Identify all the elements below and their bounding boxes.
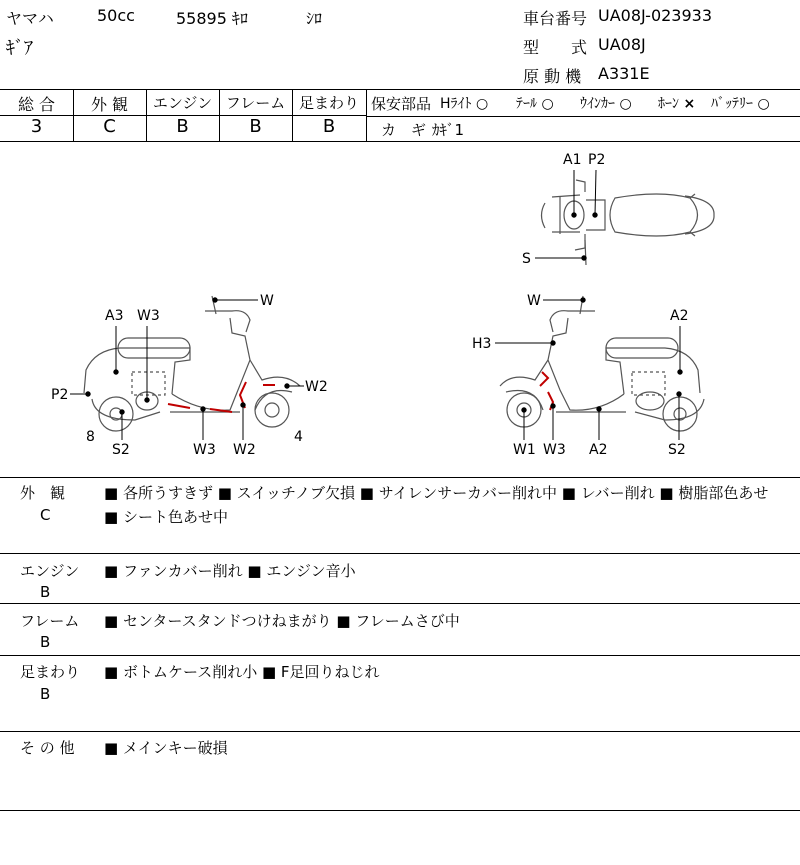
engine-grade: B (176, 116, 189, 137)
section-label-engine: エンジン (20, 562, 80, 580)
section-text-suspension: ■ ボトムケース削れ小 ■ F足回りねじれ (104, 663, 380, 681)
engine-model-value: A331E (598, 64, 650, 83)
rule (0, 655, 800, 656)
label-8: 8 (86, 429, 95, 445)
safety-part-tail (516, 93, 554, 113)
key-label: カ ギ (381, 121, 427, 139)
safety-part-label: ﾊﾞｯﾃﾘｰ (711, 96, 753, 112)
scooter-top-view (542, 180, 715, 265)
label-s: S (522, 251, 531, 267)
damage-mark (168, 404, 190, 408)
displacement: 50cc (97, 6, 135, 25)
safety-part-label: Hﾗｲﾄ (440, 96, 472, 112)
safety-part-mark: ○ (475, 96, 489, 112)
safety-part-label: ｳｲﾝｶｰ (580, 96, 615, 112)
rule (366, 89, 367, 141)
safety-part-label: ﾃｰﾙ (516, 96, 537, 112)
engine-grade-label: エンジン (152, 94, 213, 112)
label-w3: W3 (137, 308, 160, 324)
safety-part-headlight (440, 93, 488, 113)
key-value: ｶｷﾞ1 (432, 121, 465, 139)
safety-part-horn (658, 93, 695, 113)
safety-part-mark: × (683, 96, 696, 112)
label-a2: A2 (589, 442, 608, 458)
engine-model-label: 原 動 機 (523, 67, 582, 86)
label-a3: A3 (105, 308, 124, 324)
label-w3: W3 (543, 442, 566, 458)
section-grade-suspension: B (40, 685, 51, 703)
model-name: ｷﾞｱ (6, 38, 33, 59)
body-color: ｼﾛ (306, 9, 323, 28)
section-grade-exterior: C (40, 506, 51, 524)
safety-part-label: ﾎｰﾝ (658, 96, 679, 112)
exterior-grade-label: 外 観 (90, 95, 129, 114)
frame-grade-label: フレーム (225, 94, 286, 112)
label-w: W (260, 293, 274, 309)
damage-marks (168, 372, 553, 412)
rule (0, 477, 800, 478)
section-label-frame: フレーム (20, 612, 80, 630)
maker: ヤマハ (6, 9, 54, 28)
label-s2: S2 (668, 442, 686, 458)
label-p2: P2 (51, 387, 69, 403)
section-text-frame: ■ センタースタンドつけねまがり ■ フレームさび中 (104, 612, 460, 630)
safety-part-mark: ○ (757, 96, 770, 112)
safety-parts-title: 保安部品 (371, 95, 432, 113)
frame-number: UA08J-023933 (598, 6, 713, 25)
label-w3: W3 (193, 442, 216, 458)
section-text-other: ■ メインキー破損 (104, 739, 228, 757)
exterior-grade: C (103, 116, 116, 137)
section-label-exterior: 外 観 (20, 484, 66, 502)
safety-part-mark: ○ (541, 96, 554, 112)
label-a1: A1 (563, 152, 582, 168)
label-s2: S2 (112, 442, 130, 458)
section-text-exterior: ■ 各所うすきず ■ スイッチノブ欠損 ■ サイレンサーカバー削れ中 ■ レバー削れ ■ 樹脂部色あせ ■ シート色あせ中 (104, 484, 769, 526)
type-value: UA08J (598, 35, 646, 54)
overall-grade: 3 (30, 116, 43, 137)
suspension-grade-label: 足まわり (298, 94, 359, 112)
type-label: 型 式 (523, 38, 588, 57)
rule (366, 116, 800, 117)
section-grade-frame: B (40, 633, 51, 651)
mileage: 55895 ｷﾛ (176, 9, 248, 28)
label-a2: A2 (670, 308, 689, 324)
rule (0, 731, 800, 732)
section-text-engine: ■ ファンカバー削れ ■ エンジン音小 (104, 562, 356, 580)
rule (0, 89, 800, 90)
rule (0, 603, 800, 604)
overall-grade-label: 総 合 (17, 95, 56, 114)
safety-part-winker (580, 93, 632, 113)
frame-grade: B (249, 116, 262, 137)
section-grade-engine: B (40, 583, 51, 601)
frame-number-label: 車台番号 (523, 9, 588, 28)
section-label-suspension: 足まわり (20, 663, 81, 681)
safety-part-battery (711, 93, 770, 113)
rule (0, 553, 800, 554)
label-4: 4 (294, 429, 303, 445)
section-label-other: そ の 他 (20, 739, 75, 757)
label-w: W (527, 293, 541, 309)
label-w2: W2 (305, 379, 328, 395)
label-p2: P2 (588, 152, 606, 168)
label-w1: W1 (513, 442, 536, 458)
label-w2: W2 (233, 442, 256, 458)
suspension-grade: B (322, 116, 336, 137)
rule (0, 810, 800, 811)
damage-diagram (0, 142, 800, 477)
damage-mark (540, 372, 548, 386)
safety-part-mark: ○ (619, 96, 632, 112)
label-h3: H3 (472, 336, 492, 352)
